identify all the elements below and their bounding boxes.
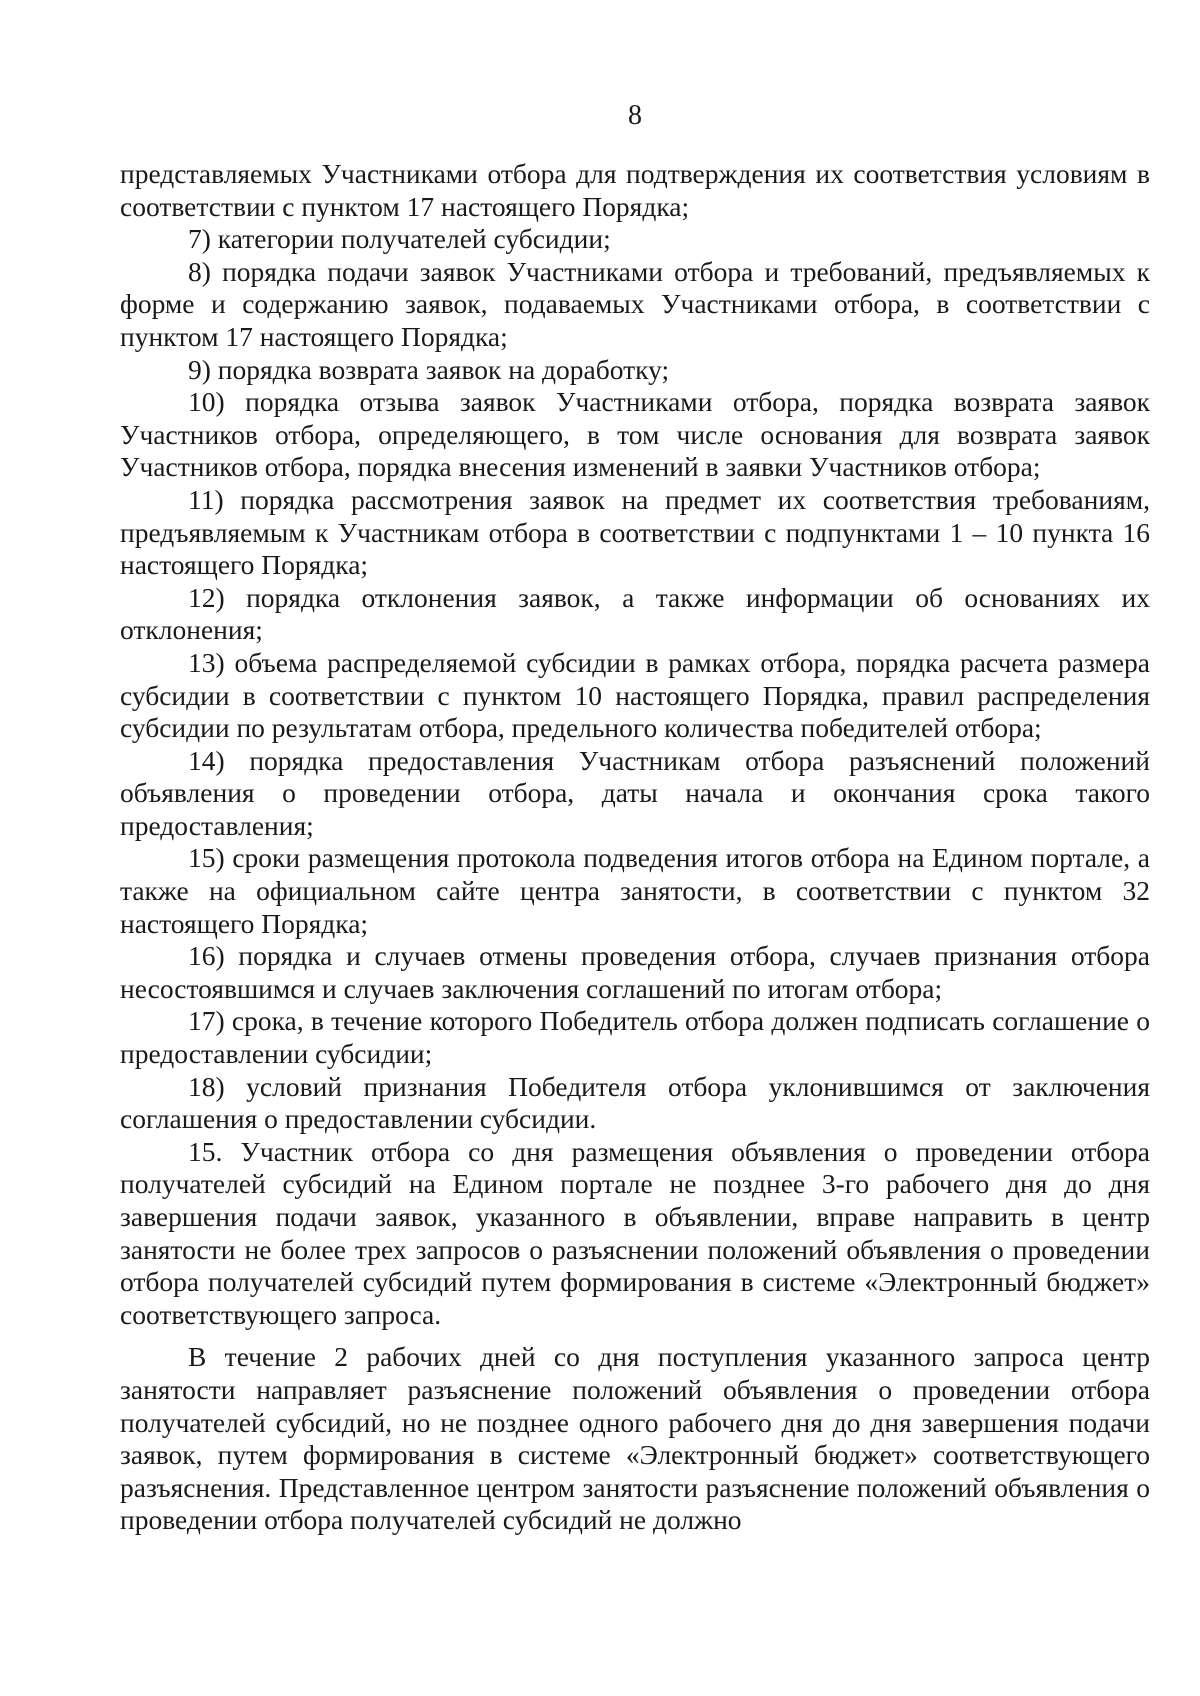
paragraph-continuation: представляемых Участниками отбора для подтверждения их соответствия условиям в соответствии с пунктом 17 настоящего Порядка; bbox=[120, 158, 1150, 222]
list-item-11: 11) порядка рассмотрения заявок на предмет их соответствия требованиям, предъявляемым к Участникам отбора в соответствии с подпунктами 1 – 10 пункта 16 настоящего Порядка; bbox=[120, 483, 1150, 581]
list-item-16: 16) порядка и случаев отмены проведения отбора, случаев признания отбора несостоявшимся и случаев заключения соглашений по итогам отбора; bbox=[120, 940, 1150, 1004]
list-item-17: 17) срока, в течение которого Победитель отбора должен подписать соглашение о предоставлении субсидии; bbox=[120, 1005, 1150, 1070]
list-item-8: 8) порядка подачи заявок Участниками отбора и требований, предъявляемых к форме и содержанию заявок, подаваемых Участниками отбора, в соответствии с пунктом 17 настоящего Порядка; bbox=[120, 255, 1150, 352]
clarification-paragraph: В течение 2 рабочих дней со дня поступления указанного запроса центр занятости направляет разъяснение положений объявления о проведении отбора получателей субсидий, но не позднее одного рабочего дня до дня завершения подачи заявок, путем формирования в системе «Электронный бюджет» соответствующего разъяснения. Представленное центром занятости разъяснение положений объявления о проведении отбора получателей субсидий не должно bbox=[120, 1341, 1150, 1536]
list-item-12: 12) порядка отклонения заявок, а также информации об основаниях их отклонения; bbox=[120, 581, 1150, 646]
list-item-15: 15) сроки размещения протокола подведения итогов отбора на Едином портале, а также на официальном сайте центра занятости, в соответствии с пунктом 32 настоящего Порядка; bbox=[120, 842, 1150, 939]
section-15-paragraph: 15. Участник отбора со дня размещения объявления о проведении отбора получателей субсидий на Едином портале не позднее 3-го рабочего дня до дня завершения подачи заявок, указанного в объявлении, вправе направить в центр занятости не более трех запросов о разъяснении положений объявления о проведении отбора получателей субсидий путем формирования в системе «Электронный бюджет» соответствующего запроса. bbox=[120, 1135, 1150, 1330]
page-number: 8 bbox=[628, 100, 642, 131]
list-item-10: 10) порядка отзыва заявок Участниками отбора, порядка возврата заявок Участников отбора, определяющего, в том числе основания для возврата заявок Участников отбора, порядка внесения изменений в заявки Участников отбора; bbox=[120, 386, 1150, 483]
list-item-7: 7) категории получателей субсидии; bbox=[188, 223, 611, 255]
document-body bbox=[120, 158, 1150, 1537]
list-item-13: 13) объема распределяемой субсидии в рамках отбора, порядка расчета размера субсидии в соответствии с пунктом 10 настоящего Порядка, правил распределения субсидии по результатам отбора, предельного количества победителей отбора; bbox=[120, 646, 1150, 744]
list-item-18: 18) условий признания Победителя отбора уклонившимся от заключения соглашения о предоставлении субсидии. bbox=[120, 1070, 1150, 1135]
list-item-9: 9) порядка возврата заявок на доработку; bbox=[188, 353, 670, 385]
list-item-14: 14) порядка предоставления Участникам отбора разъяснений положений объявления о проведении отбора, даты начала и окончания срока такого предоставления; bbox=[120, 744, 1150, 841]
